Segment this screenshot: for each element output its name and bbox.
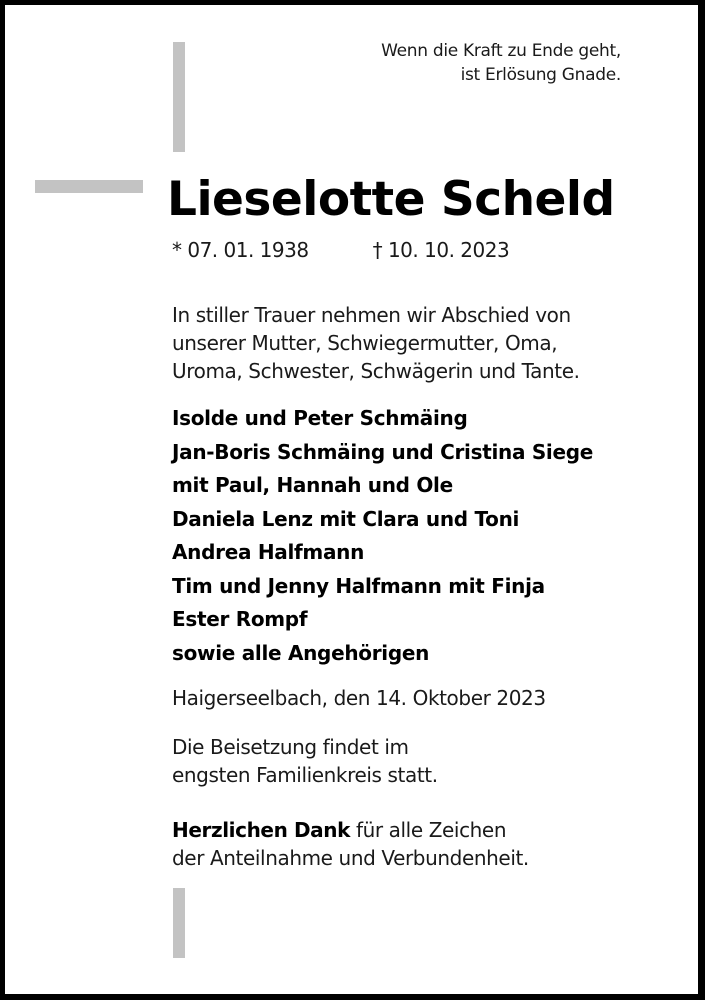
mourner-line: mit Paul, Hannah und Ole	[172, 473, 453, 497]
thanks-bold: Herzlichen Dank	[172, 818, 351, 842]
mourner-line: Jan-Boris Schmäing und Cristina Siege	[172, 439, 594, 464]
life-dates	[172, 236, 509, 264]
mourner-line: sowie alle Angehörigen	[172, 640, 430, 665]
motto	[381, 39, 621, 87]
mourner-line: Tim und Jenny Halfmann mit Finja	[172, 573, 545, 598]
intro-line: Uroma, Schwester, Schwägerin und Tante.	[172, 359, 580, 383]
cross-top-bar	[173, 42, 185, 152]
obituary-notice	[5, 5, 698, 994]
intro-text	[172, 301, 692, 385]
burial-note	[172, 733, 438, 789]
deceased-name: Lieselotte Scheld	[167, 172, 615, 227]
motto-line: Wenn die Kraft zu Ende geht,	[381, 41, 621, 61]
burial-line: Die Beisetzung findet im	[172, 735, 409, 759]
thanks-line: der Anteilnahme und Verbundenheit.	[172, 846, 529, 870]
intro-line: unserer Mutter, Schwiegermutter, Oma,	[172, 331, 558, 355]
intro-line: In stiller Trauer nehmen wir Abschied von	[172, 303, 571, 327]
place-date: Haigerseelbach, den 14. Oktober 2023	[172, 686, 546, 710]
birth-date: * 07. 01. 1938	[172, 238, 309, 262]
motto-line: ist Erlösung Gnade.	[460, 65, 621, 85]
thanks-rest: für alle Zeichen	[350, 818, 507, 842]
mourner-line: Daniela Lenz mit Clara und Toni	[172, 506, 520, 531]
cross-bottom-bar	[173, 888, 185, 958]
mourners-list	[172, 402, 593, 670]
mourner-line: Isolde und Peter Schmäing	[172, 406, 468, 430]
mourner-line: Andrea Halfmann	[172, 540, 365, 564]
thanks-note	[172, 816, 529, 872]
mourner-line: Ester Rompf	[172, 607, 308, 631]
cross-horizontal-bar	[35, 180, 143, 193]
burial-line: engsten Familienkreis statt.	[172, 763, 438, 787]
death-date: † 10. 10. 2023	[372, 238, 510, 262]
